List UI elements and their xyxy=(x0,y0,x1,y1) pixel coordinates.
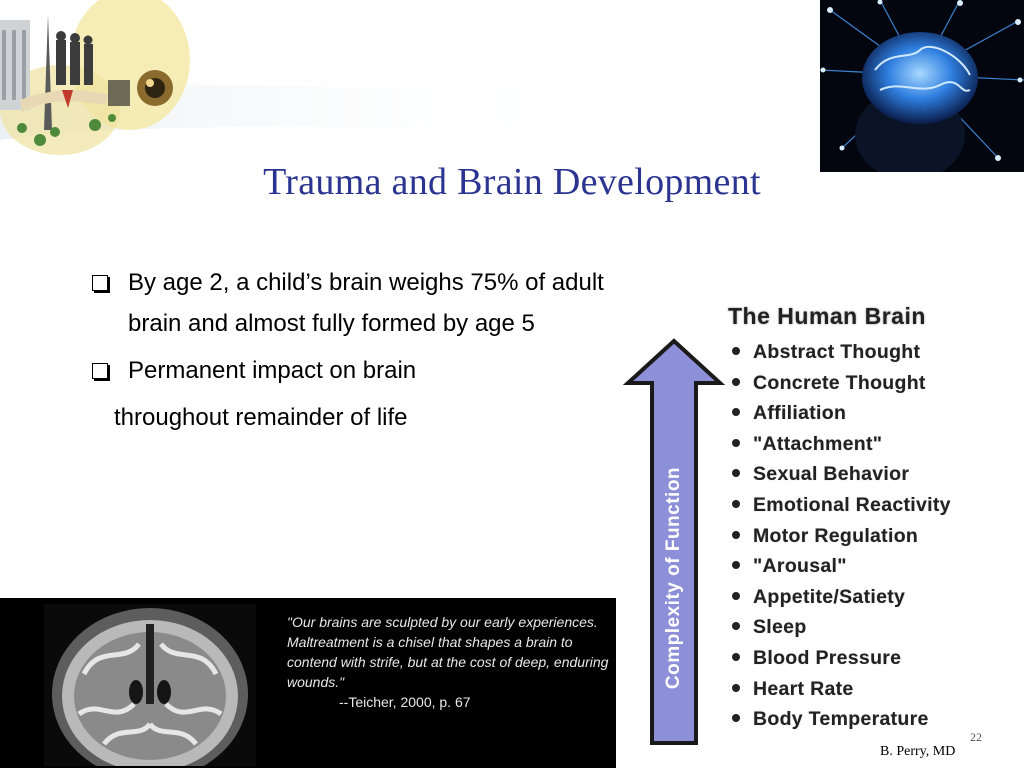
brain-function-item xyxy=(732,429,951,460)
bullet-text: Permanent impact on brain xyxy=(128,357,417,384)
quote-text: "Our brains are sculpted by our early experiences. Maltreatment is a chisel that shapes a brain to contend with strife, but at the cost of deep, enduring wounds." xyxy=(287,614,609,690)
brain-function-label: Concrete Thought xyxy=(753,371,926,394)
bullet-text: By age 2, a child’s brain weighs 75% of adult brain and almost fully formed by age 5 xyxy=(128,269,604,337)
brain-function-item xyxy=(732,459,951,490)
brain-function-item xyxy=(732,704,951,735)
bullet-dot-icon xyxy=(732,653,740,661)
glowing-brain-photo xyxy=(820,0,1024,172)
brain-function-item xyxy=(732,643,951,674)
brain-function-label: "Arousal" xyxy=(753,555,847,578)
brain-function-list xyxy=(732,337,951,735)
brain-function-item xyxy=(732,612,951,643)
bullet-dot-icon xyxy=(732,592,740,600)
slide-number: 22 xyxy=(970,730,982,744)
brain-function-item xyxy=(732,582,951,613)
axis-label: Complexity of Function xyxy=(663,466,684,690)
brain-function-item xyxy=(732,551,951,582)
bullet-dot-icon xyxy=(732,622,740,630)
attribution: B. Perry, MD xyxy=(880,744,956,759)
quote-citation: --Teicher, 2000, p. 67 xyxy=(339,694,471,710)
brain-function-item xyxy=(732,521,951,552)
checkbox-bullet-icon xyxy=(92,363,108,379)
brain-function-item xyxy=(732,490,951,521)
quote-panel xyxy=(0,598,616,768)
brain-function-label: Emotional Reactivity xyxy=(753,493,951,516)
brain-function-label: Appetite/Satiety xyxy=(753,585,906,608)
bullet-dot-icon xyxy=(732,439,740,447)
bullet-item xyxy=(90,262,630,344)
bullet-dot-icon xyxy=(732,531,740,539)
human-brain-diagram xyxy=(620,295,1024,755)
brain-function-label: Motor Regulation xyxy=(753,524,919,547)
bullet-dot-icon xyxy=(732,500,740,508)
brain-function-item xyxy=(732,674,951,705)
bullet-dot-icon xyxy=(732,469,740,477)
bullet-dot-icon xyxy=(732,561,740,569)
diagram-title: The Human Brain xyxy=(728,303,926,329)
bullet-dot-icon xyxy=(732,378,740,386)
brain-mri-scan-image xyxy=(44,604,256,766)
bullet-list xyxy=(90,262,630,438)
bullet-dot-icon xyxy=(732,714,740,722)
glowing-brain-illustration xyxy=(820,0,1024,172)
slide-title: Trauma and Brain Development xyxy=(263,161,761,203)
brain-function-label: Heart Rate xyxy=(753,677,854,700)
bullet-dot-icon xyxy=(732,684,740,692)
brain-function-label: Affiliation xyxy=(753,402,847,425)
brain-function-item xyxy=(732,398,951,429)
brain-function-label: Sleep xyxy=(753,616,807,639)
brain-function-label: Sexual Behavior xyxy=(753,463,910,486)
bullet-dot-icon xyxy=(732,408,740,416)
brain-function-label: Blood Pressure xyxy=(753,646,902,669)
decorative-collage-banner xyxy=(0,0,600,160)
brain-function-label: Body Temperature xyxy=(753,708,929,731)
quote-block xyxy=(287,612,612,712)
brain-function-item xyxy=(732,337,951,368)
bullet-item xyxy=(90,350,630,391)
brain-function-label: "Attachment" xyxy=(753,432,883,455)
bullet-dot-icon xyxy=(732,347,740,355)
bullet-continuation: throughout remainder of life xyxy=(114,404,408,431)
collage-illustration xyxy=(0,0,600,160)
checkbox-bullet-icon xyxy=(92,275,108,291)
brain-function-item xyxy=(732,368,951,399)
brain-function-label: Abstract Thought xyxy=(753,341,921,363)
